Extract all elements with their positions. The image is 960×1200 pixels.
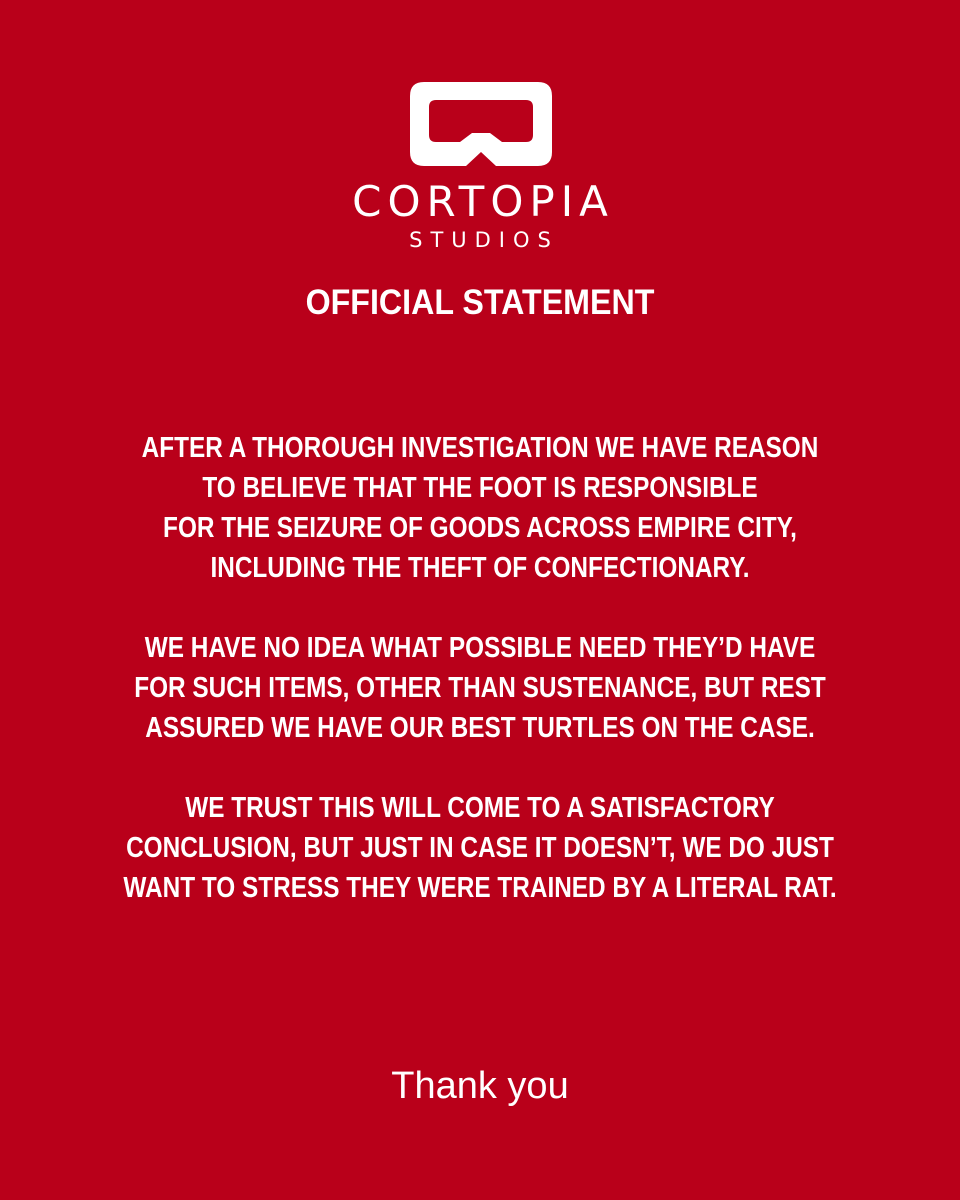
statement-line: CONCLUSION, BUT JUST IN CASE IT DOESN’T, WE DO JUST [126, 832, 834, 864]
statement-line: INCLUDING THE THEFT OF CONFECTIONARY. [210, 552, 750, 584]
brand-name: CORTOPIA [352, 177, 614, 226]
paragraph-2 [0, 628, 960, 748]
statement-line: WANT TO STRESS THEY WERE TRAINED BY A LITERAL RAT. [123, 872, 837, 904]
paragraph-3 [0, 788, 960, 908]
statement-line: ASSURED WE HAVE OUR BEST TURTLES ON THE CASE. [145, 712, 815, 744]
paragraph-1 [0, 428, 960, 588]
closing-text: Thank you [391, 1065, 569, 1107]
brand-subtitle: STUDIOS [409, 228, 559, 252]
vr-headset-icon [410, 82, 552, 166]
statement-line: FOR SUCH ITEMS, OTHER THAN SUSTENANCE, BUT REST [134, 672, 826, 704]
statement-line: WE TRUST THIS WILL COME TO A SATISFACTORY [185, 792, 775, 824]
statement-line: WE HAVE NO IDEA WHAT POSSIBLE NEED THEY’D HAVE [144, 632, 816, 664]
statement-line: AFTER A THOROUGH INVESTIGATION WE HAVE REASON [141, 432, 819, 464]
statement-line: TO BELIEVE THAT THE FOOT IS RESPONSIBLE [202, 472, 758, 504]
statement-heading: OFFICIAL STATEMENT [305, 283, 655, 322]
statement-body [0, 428, 960, 948]
statement-line: FOR THE SEIZURE OF GOODS ACROSS EMPIRE CITY, [163, 512, 797, 544]
